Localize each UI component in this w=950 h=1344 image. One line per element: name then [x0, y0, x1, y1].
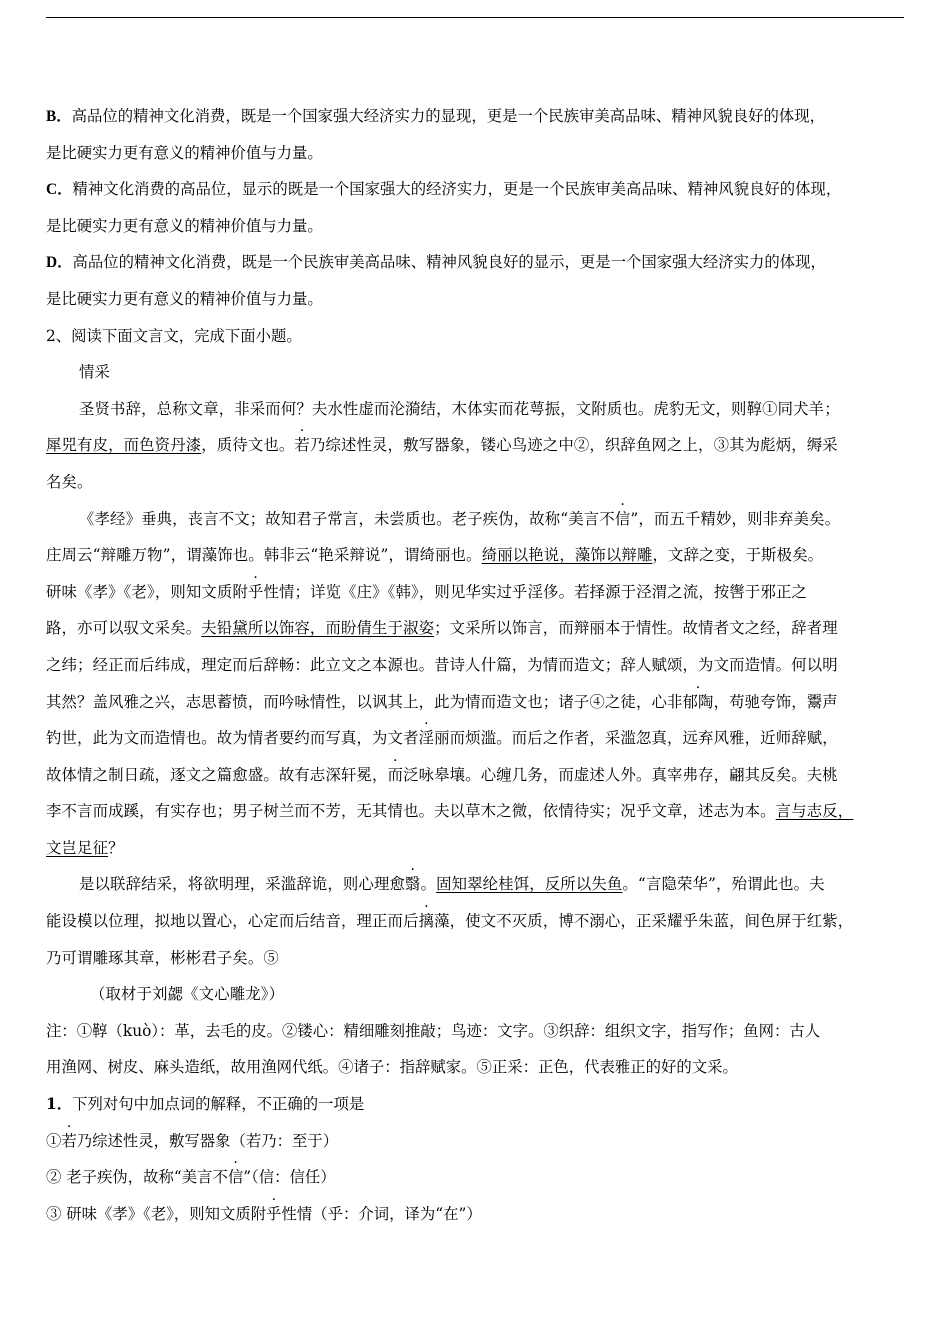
- passage-title: 情采: [79, 363, 111, 382]
- option-d-line-2: 是比硬实力更有意义的精神价值与力量。: [46, 289, 323, 308]
- passage-p2-line-10: [46, 830, 906, 867]
- text-span: 。: [420, 875, 437, 894]
- text-span: 故体情之制日疏，逐文之篇愈盛。故有志深轩冕，: [46, 765, 388, 784]
- option-d-letter: D．: [46, 254, 73, 272]
- document-body: [46, 98, 906, 1232]
- dotted-char-ruo-item: 若: [61, 1131, 77, 1150]
- text-span: ，质待文也。: [201, 436, 295, 455]
- passage-p2-line-7: [46, 720, 906, 757]
- text-span: ③ 研味《孝》《老》，则知文质附: [46, 1204, 267, 1223]
- question-1-item-1: [46, 1123, 906, 1160]
- text-span: ？: [108, 838, 124, 857]
- dotted-char-yi: 翳: [405, 875, 421, 894]
- text-span: 庄周云“辩雕万物”，谓藻饰也。韩非云“艳采辩说”，谓绮丽也。: [46, 546, 482, 565]
- text-span: ①: [46, 1131, 62, 1150]
- question-2-heading: 2、阅读下面文言文，完成下面小题。: [46, 326, 302, 345]
- text-span: 研味《孝》《老》，则知文质附: [46, 582, 248, 601]
- option-d-text: 高品位的精神文化消费，既是一个民族审美高品味、精神风貌良好的显示，更是一个国家强大经济实力的体现，: [72, 253, 826, 272]
- dotted-chars-yutao: 郁陶: [682, 692, 714, 711]
- passage-source: （取材于刘勰《文心雕龙》）: [90, 985, 285, 1004]
- passage-p2-line-8: [46, 757, 906, 794]
- text-span: ，苟驰夸饰，鬻声: [713, 692, 838, 711]
- text-span: ”，而五千精妙，则非弃美矣。: [630, 509, 841, 528]
- text-span: 乃综述性灵，敷写器象（若乃：至于）: [76, 1131, 339, 1150]
- option-c-letter: C．: [46, 181, 73, 199]
- underlined-sentence-4b: 文岂足征: [46, 838, 109, 857]
- text-span: 路，亦可以驭文采矣。: [46, 619, 202, 638]
- dotted-char-hu: 乎: [247, 582, 264, 601]
- question-1-number: 1．: [46, 1095, 73, 1114]
- text-span: 钓世，此为文而造情也。故为情者要约而写真，为文者: [46, 729, 419, 748]
- underlined-sentence-4a: 言与志反，: [775, 802, 854, 821]
- text-span: 性情（乎：介词，译为“在”）: [281, 1204, 482, 1223]
- option-b-letter: B．: [46, 108, 72, 125]
- option-d-line-1: [46, 244, 906, 281]
- question-1-text: 下列对句中加点词的解释，不正确的一项是: [72, 1095, 365, 1114]
- notes-line-2: 用渔网、树皮、麻头造纸，故用渔网代纸。④诸子：指辞赋家。⑤正采：正色，代表雅正的好的文采。: [46, 1058, 738, 1077]
- header-rule: [46, 17, 904, 18]
- text-span: 其然？盖风雅之兴，志思蓄愤，而吟咏情性，以讽其上，此为情而造文也；诸子④之徒，心非: [46, 692, 683, 711]
- dotted-char-er: 而: [387, 765, 404, 784]
- option-b-line-1: [46, 98, 906, 135]
- text-span: ，文辞之变，于斯极矣。: [652, 546, 824, 565]
- text-span: 。“言隐荣华”，殆谓此也。夫: [622, 875, 825, 894]
- notes-line-1: 注：①鞟（kuò）：革，去毛的皮。②镂心：精细雕刻推敲；鸟迹：文字。③织辞：组织文字，指写作；鱼网：古人: [46, 1021, 821, 1040]
- passage-p3-line-3: 乃可谓雕琢其章，彬彬君子矣。⑤: [46, 948, 279, 967]
- option-b-text: 高品位的精神文化消费，既是一个国家强大经济实力的显现，更是一个民族审美高品味、精神风貌良好的体现，: [71, 107, 826, 125]
- text-span: ；文采所以饰言，而辩丽本于情性。故情者文之经，辞者理: [434, 619, 838, 638]
- text-span: 泛咏皋壤。心缠几务，而虚述人外。真宰弗存，翩其反矣。夫桃: [403, 765, 838, 784]
- text-span: ”（信：信任）: [243, 1168, 336, 1187]
- passage-p2-line-9: [46, 793, 906, 830]
- text-span: 丽而烦滥。而后之作者，采滥忽真，远弃风雅，近师辞赋，: [434, 729, 838, 748]
- text-span: ② 老子疾伪，故称“美言不: [46, 1168, 228, 1187]
- text-span: 是以联辞结采，将欲明理，采滥辞诡，则心理愈: [79, 875, 406, 894]
- dotted-char-ruo: 若: [294, 436, 310, 455]
- underlined-sentence-3: 夫铅黛所以饰容，而盼倩生于淑姿: [201, 619, 435, 638]
- option-c-line-2: 是比硬实力更有意义的精神价值与力量。: [46, 216, 323, 235]
- dotted-char-xin: 信: [614, 509, 631, 528]
- question-1-item-3: [46, 1196, 906, 1233]
- underlined-sentence-5: 固知翠纶桂饵，反所以失鱼: [436, 875, 623, 894]
- passage-p1-line-3: 名矣。: [46, 472, 93, 491]
- option-c-text: 精神文化消费的高品位，显示的既是一个国家强大的经济实力，更是一个民族审美高品味、精神风貌良好的体现，: [72, 180, 842, 199]
- passage-p2-line-1: [46, 501, 906, 538]
- dotted-char-yin: 淫: [418, 729, 435, 748]
- passage-p1-line-1: 圣贤书辞，总称文章，非采而何？夫水性虚而沦漪结，木体实而花萼振，文附质也。虎豹无文，则鞟①同犬羊；: [79, 399, 840, 418]
- question-1-stem: [46, 1086, 906, 1123]
- passage-p2-line-2: [46, 537, 906, 574]
- passage-p2-line-3: [46, 574, 906, 611]
- dotted-char-xin-item: 信: [227, 1168, 244, 1187]
- passage-p2-line-4: [46, 610, 906, 647]
- dotted-char-hu-item: 乎: [266, 1204, 282, 1223]
- option-b-line-2: 是比硬实力更有意义的精神价值与力量。: [46, 143, 323, 162]
- text-span: 藻，使文不灭质，博不溺心，正采耀乎朱蓝，间色屏于红紫，: [434, 912, 854, 931]
- option-c-line-1: [46, 171, 906, 208]
- text-span: 性情；详览《庄》《韩》，则见华实过乎淫侈。若择源于泾渭之流，按辔于邪正之: [263, 582, 808, 601]
- text-span: 乃综述性灵，敷写器象，镂心鸟迹之中②，织辞鱼网之上，③其为彪炳，缛采: [309, 436, 838, 455]
- text-span: 能设模以位理，拟地以置心，心定而后结音，理正而后: [46, 912, 419, 931]
- passage-p1-line-2: [46, 427, 906, 464]
- dotted-char-chi: 摛: [418, 912, 435, 931]
- text-span: 《孝经》垂典，丧言不文；故知君子常言，未尝质也。老子疾伪，故称“美言不: [79, 509, 615, 528]
- passage-p3-line-2: [46, 903, 906, 940]
- underlined-sentence-2: 绮丽以艳说，藻饰以辩雕: [481, 546, 653, 565]
- question-1-item-2: [46, 1159, 906, 1196]
- passage-p2-line-5: 之纬；经正而后纬成，理定而后辞畅：此立文之本源也。昔诗人什篇，为情而造文；辞人赋颂，为文而造情。何以明: [46, 655, 838, 674]
- passage-p3-line-1: [46, 866, 906, 903]
- underlined-sentence-1: 犀兕有皮，而色资丹漆: [46, 436, 202, 455]
- passage-p2-line-6: [46, 684, 906, 721]
- text-span: 李不言而成蹊，有实存也；男子树兰而不芳，无其情也。夫以草木之微，依情待实；况乎文章，述志为本。: [46, 802, 776, 821]
